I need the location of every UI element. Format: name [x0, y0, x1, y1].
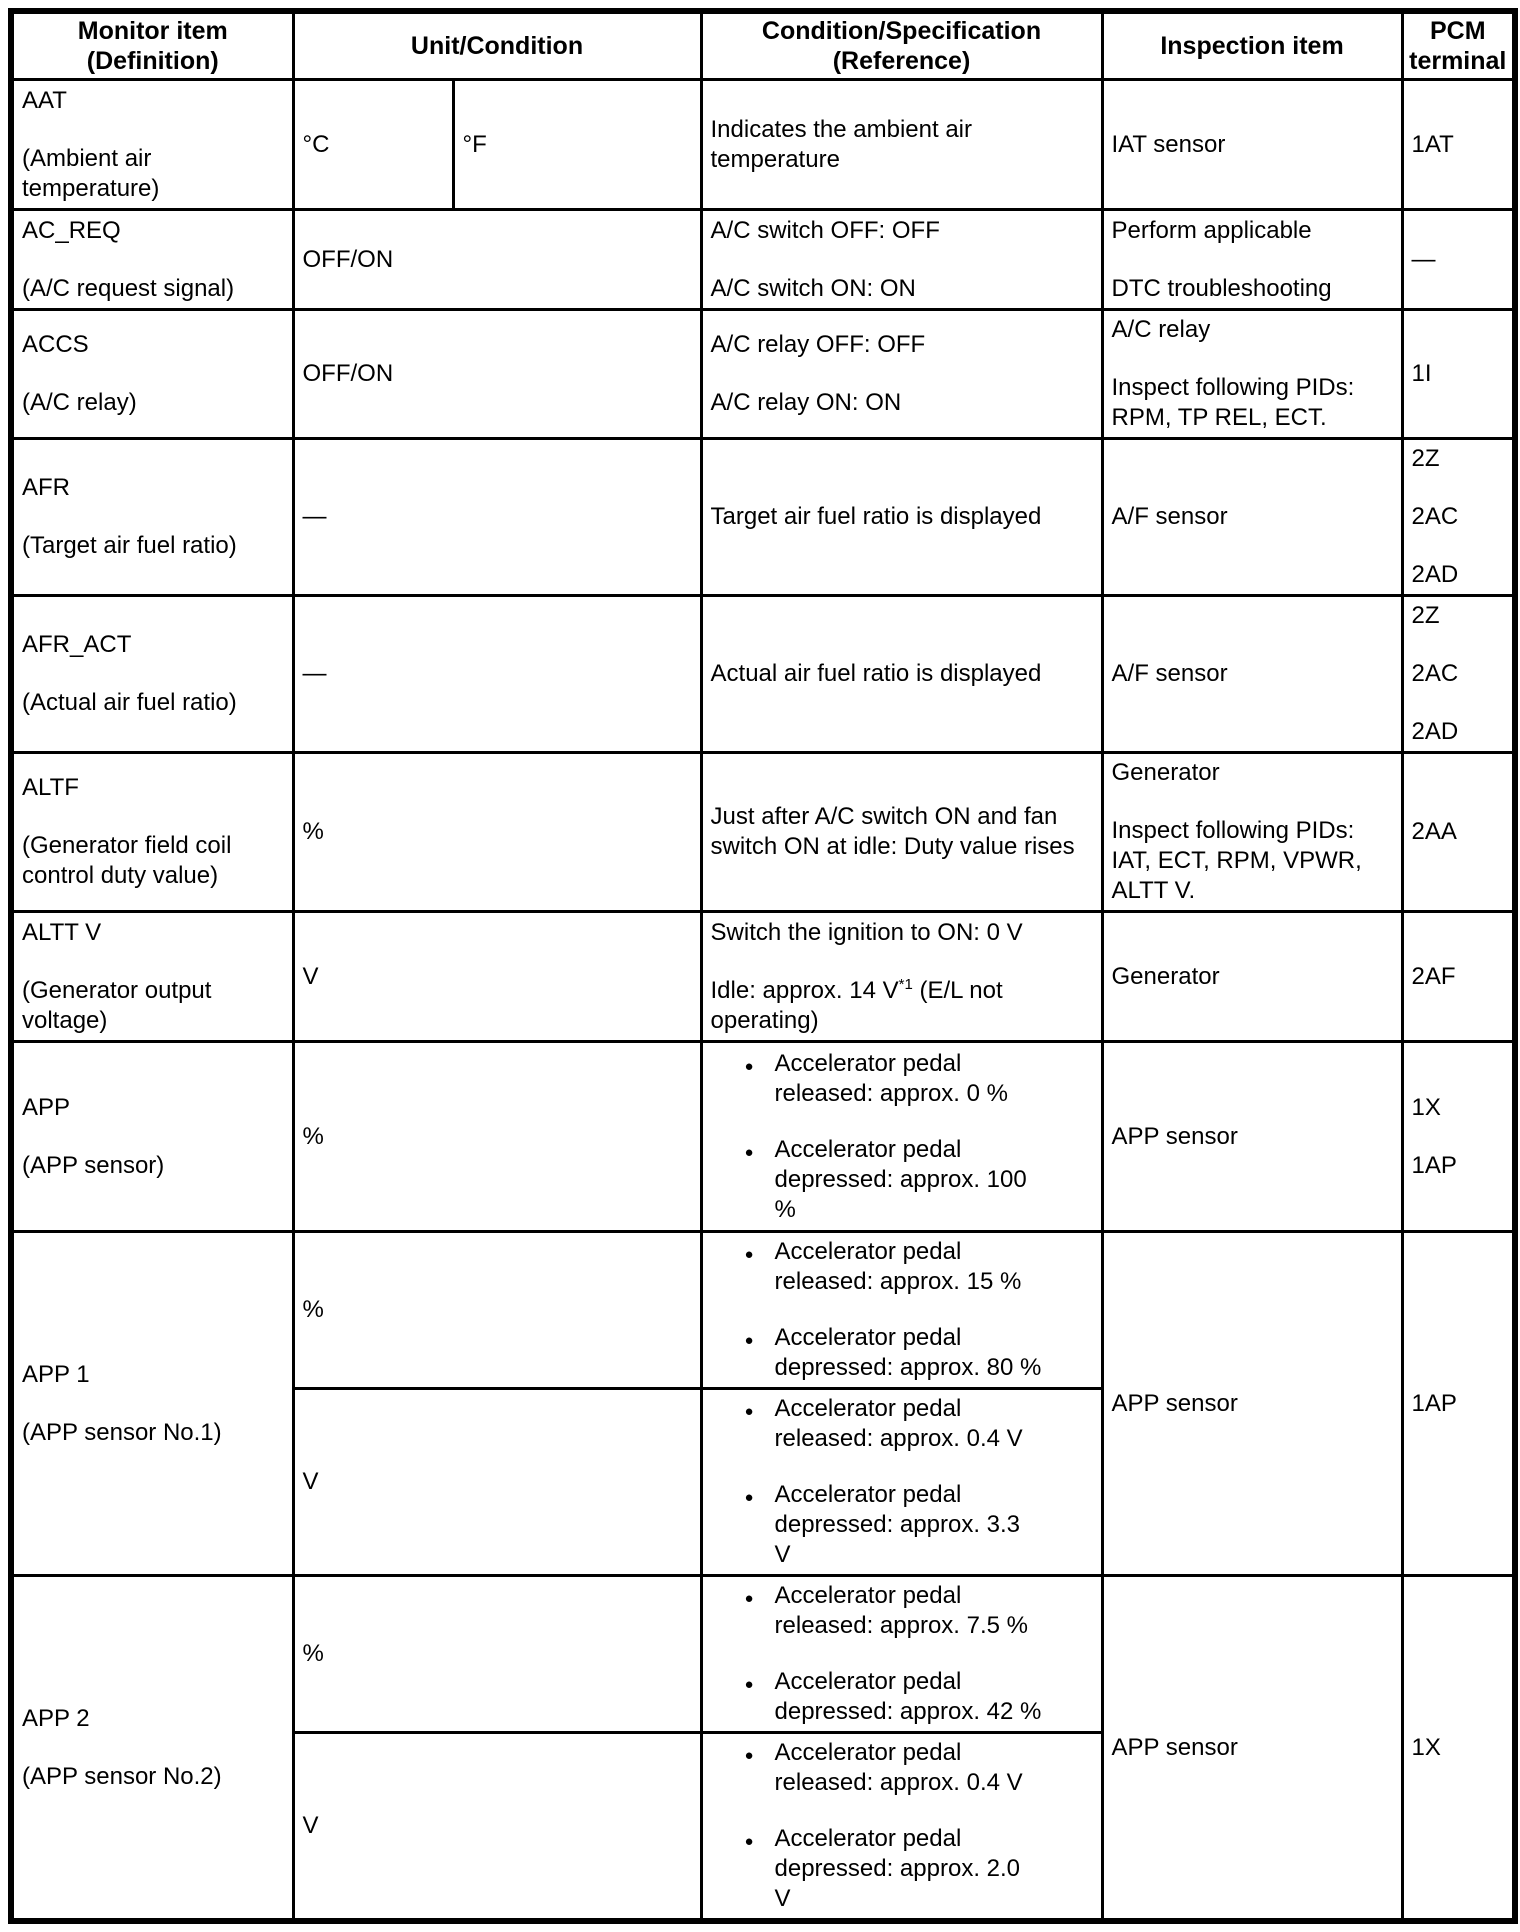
monitor-name: APP 2 — [22, 1704, 90, 1732]
bullet-icon — [745, 1480, 775, 1513]
inspection-line: Generator — [1111, 759, 1220, 786]
app1-unit-volt-cell: V — [293, 1389, 701, 1576]
row-afr-act — [11, 596, 1515, 753]
monitor-name: ACCS — [22, 331, 89, 358]
monitor-definition: (Ambient air temperature) — [22, 144, 160, 202]
header-pcm-line1: PCM — [1429, 17, 1486, 45]
monitor-name: AAT — [22, 86, 67, 114]
pcm-terminal: 2Z — [1411, 445, 1440, 472]
app-inspection-cell: APP sensor — [1102, 1042, 1402, 1232]
bullet-item — [745, 1738, 1093, 1798]
pcm-terminal: 2AC — [1411, 660, 1459, 687]
afract-inspection-cell: A/F sensor — [1102, 596, 1402, 753]
alttv-inspection-cell: Generator — [1102, 912, 1402, 1042]
monitor-name: APP — [22, 1093, 71, 1121]
header-monitor-item — [11, 11, 293, 80]
accs-condition-cell — [701, 310, 1102, 439]
header-condition-line1: Condition/Specification — [761, 17, 1042, 45]
app1-monitor-cell — [11, 1232, 293, 1576]
acreq-monitor-cell — [11, 210, 293, 310]
inspection-line: A/C relay — [1111, 316, 1211, 343]
pcm-terminal: 1X — [1411, 1093, 1441, 1121]
bullet-text: Accelerator pedal released: approx. 15 % — [774, 1238, 1022, 1295]
app1-condition-percent-cell — [701, 1232, 1102, 1389]
monitor-name: APP 1 — [22, 1360, 90, 1388]
header-row — [11, 11, 1515, 80]
app2-condition-percent-cell — [701, 1576, 1102, 1733]
bullet-icon — [745, 1667, 775, 1700]
bullet-icon — [745, 1049, 775, 1082]
pcm-monitor-table — [8, 8, 1518, 1924]
monitor-definition: (Generator field coil control duty value) — [22, 832, 232, 889]
monitor-name: AC_REQ — [22, 216, 121, 244]
app2-unit-percent-cell: % — [293, 1576, 701, 1733]
condition-text: (E/L not operating) — [710, 976, 1003, 1034]
altf-pcm-cell: 2AA — [1402, 753, 1515, 912]
acreq-condition-cell — [701, 210, 1102, 310]
aat-unit-celsius-cell: °C — [293, 80, 453, 210]
app2-condition-volt-cell — [701, 1733, 1102, 1922]
app1-pcm-cell: 1AP — [1402, 1232, 1515, 1576]
app1-inspection-cell: APP sensor — [1102, 1232, 1402, 1576]
bullet-text: Accelerator pedal depressed: approx. 2.0 V — [774, 1825, 1021, 1912]
row-ac-req — [11, 210, 1515, 310]
pcm-terminal: 1AP — [1411, 1151, 1457, 1179]
bullet-text: Accelerator pedal depressed: approx. 100 % — [774, 1135, 1027, 1223]
afract-pcm-cell — [1402, 596, 1515, 753]
condition-bullet-list — [711, 1581, 1093, 1727]
altf-unit-cell: % — [293, 753, 701, 912]
aat-pcm-cell: 1AT — [1402, 80, 1515, 210]
accs-pcm-cell: 1I — [1402, 310, 1515, 439]
condition-bullet-list — [711, 1394, 1093, 1570]
row-altf — [11, 753, 1515, 912]
condition-bullet-list — [711, 1738, 1093, 1914]
aat-condition-cell: Indicates the ambient air temperature — [701, 80, 1102, 210]
condition-text: Idle: approx. 14 V — [710, 976, 899, 1004]
alttv-monitor-cell — [11, 912, 293, 1042]
altf-monitor-cell — [11, 753, 293, 912]
bullet-icon — [745, 1581, 775, 1614]
bullet-text: Accelerator pedal released: approx. 7.5 % — [774, 1582, 1029, 1639]
condition-line: A/C switch ON: ON — [710, 274, 916, 302]
inspection-line: DTC troubleshooting — [1111, 274, 1332, 302]
bullet-item — [745, 1237, 1093, 1297]
afr-monitor-cell — [11, 439, 293, 596]
pcm-terminal: 2Z — [1411, 602, 1440, 629]
row-accs — [11, 310, 1515, 439]
monitor-definition: (Actual air fuel ratio) — [22, 689, 237, 716]
monitor-definition: (APP sensor) — [22, 1151, 165, 1179]
acreq-pcm-cell: — — [1402, 210, 1515, 310]
app2-monitor-cell — [11, 1576, 293, 1922]
bullet-item — [745, 1394, 1093, 1454]
app-pcm-cell — [1402, 1042, 1515, 1232]
pcm-terminal: 2AC — [1411, 503, 1459, 530]
row-app1-percent — [11, 1232, 1515, 1389]
monitor-definition: (Target air fuel ratio) — [22, 532, 237, 559]
alttv-condition-cell — [701, 912, 1102, 1042]
header-unit-condition: Unit/Condition — [293, 11, 701, 80]
monitor-name: AFR_ACT — [22, 631, 132, 658]
app2-pcm-cell: 1X — [1402, 1576, 1515, 1922]
monitor-definition: (Generator output voltage) — [22, 976, 212, 1034]
bullet-item — [745, 1667, 1093, 1727]
monitor-name: ALTT V — [22, 918, 102, 946]
bullet-text: Accelerator pedal released: approx. 0.4 V — [774, 1395, 1023, 1452]
bullet-item — [745, 1480, 1093, 1570]
row-app2-percent — [11, 1576, 1515, 1733]
pcm-terminal: 2AD — [1411, 561, 1459, 588]
footnote-ref: *1 — [898, 975, 913, 993]
monitor-definition: (APP sensor No.2) — [22, 1762, 222, 1790]
app-unit-cell: % — [293, 1042, 701, 1232]
bullet-icon — [745, 1394, 775, 1427]
afr-unit-cell: — — [293, 439, 701, 596]
app1-condition-volt-cell — [701, 1389, 1102, 1576]
header-pcm-line2: terminal — [1409, 47, 1507, 75]
altf-inspection-cell — [1102, 753, 1402, 912]
header-condition-line2: (Reference) — [832, 47, 971, 75]
monitor-definition: (A/C relay) — [22, 389, 137, 416]
inspection-line: Inspect following PIDs: RPM, TP REL, ECT. — [1111, 374, 1355, 431]
bullet-icon — [745, 1738, 775, 1771]
bullet-item — [745, 1135, 1093, 1225]
bullet-icon — [745, 1135, 775, 1168]
bullet-text: Accelerator pedal released: approx. 0.4 V — [774, 1739, 1023, 1796]
condition-line: A/C relay OFF: OFF — [710, 331, 926, 358]
row-altt-v — [11, 912, 1515, 1042]
condition-line: A/C relay ON: ON — [710, 389, 902, 416]
app1-unit-percent-cell: % — [293, 1232, 701, 1389]
header-monitor-line2: (Definition) — [86, 47, 219, 75]
app2-unit-volt-cell: V — [293, 1733, 701, 1922]
header-condition-specification — [701, 11, 1102, 80]
alttv-pcm-cell: 2AF — [1402, 912, 1515, 1042]
inspection-line: Perform applicable — [1111, 216, 1312, 244]
aat-inspection-cell: IAT sensor — [1102, 80, 1402, 210]
header-monitor-line1: Monitor item — [77, 17, 228, 45]
bullet-text: Accelerator pedal depressed: approx. 3.3 V — [774, 1481, 1021, 1568]
alttv-unit-cell: V — [293, 912, 701, 1042]
app-condition-cell — [701, 1042, 1102, 1232]
bullet-item — [745, 1824, 1093, 1914]
app-monitor-cell — [11, 1042, 293, 1232]
bullet-text: Accelerator pedal depressed: approx. 42 % — [774, 1668, 1042, 1725]
bullet-text: Accelerator pedal released: approx. 0 % — [774, 1049, 1008, 1107]
header-pcm-terminal — [1402, 11, 1515, 80]
condition-line: A/C switch OFF: OFF — [710, 216, 940, 244]
condition-line: Switch the ignition to ON: 0 V — [710, 918, 1023, 946]
inspection-line: Inspect following PIDs: IAT, ECT, RPM, VPWR, ALTT V. — [1111, 817, 1362, 904]
afract-unit-cell: — — [293, 596, 701, 753]
aat-unit-fahrenheit-cell: °F — [453, 80, 701, 210]
monitor-name: AFR — [22, 474, 70, 501]
acreq-inspection-cell — [1102, 210, 1402, 310]
condition-line — [711, 976, 1093, 1036]
bullet-item — [745, 1049, 1093, 1109]
afr-condition-cell: Target air fuel ratio is displayed — [701, 439, 1102, 596]
accs-monitor-cell — [11, 310, 293, 439]
condition-bullet-list — [711, 1237, 1093, 1383]
bullet-icon — [745, 1824, 775, 1857]
acreq-unit-cell: OFF/ON — [293, 210, 701, 310]
row-afr — [11, 439, 1515, 596]
afr-inspection-cell: A/F sensor — [1102, 439, 1402, 596]
bullet-text: Accelerator pedal depressed: approx. 80 % — [774, 1324, 1042, 1381]
altf-condition-cell: Just after A/C switch ON and fan switch ON at idle: Duty value rises — [701, 753, 1102, 912]
monitor-name: ALTF — [22, 774, 79, 801]
aat-monitor-cell — [11, 80, 293, 210]
row-app — [11, 1042, 1515, 1232]
bullet-item — [745, 1581, 1093, 1641]
bullet-icon — [745, 1323, 775, 1356]
afr-pcm-cell — [1402, 439, 1515, 596]
row-aat — [11, 80, 1515, 210]
pcm-terminal: 2AD — [1411, 718, 1459, 745]
afract-monitor-cell — [11, 596, 293, 753]
header-inspection-item: Inspection item — [1102, 11, 1402, 80]
app2-inspection-cell: APP sensor — [1102, 1576, 1402, 1922]
monitor-definition: (APP sensor No.1) — [22, 1418, 222, 1446]
accs-unit-cell: OFF/ON — [293, 310, 701, 439]
accs-inspection-cell — [1102, 310, 1402, 439]
bullet-icon — [745, 1237, 775, 1270]
bullet-item — [745, 1323, 1093, 1383]
afract-condition-cell: Actual air fuel ratio is displayed — [701, 596, 1102, 753]
monitor-definition: (A/C request signal) — [22, 274, 235, 302]
condition-bullet-list — [711, 1049, 1093, 1225]
